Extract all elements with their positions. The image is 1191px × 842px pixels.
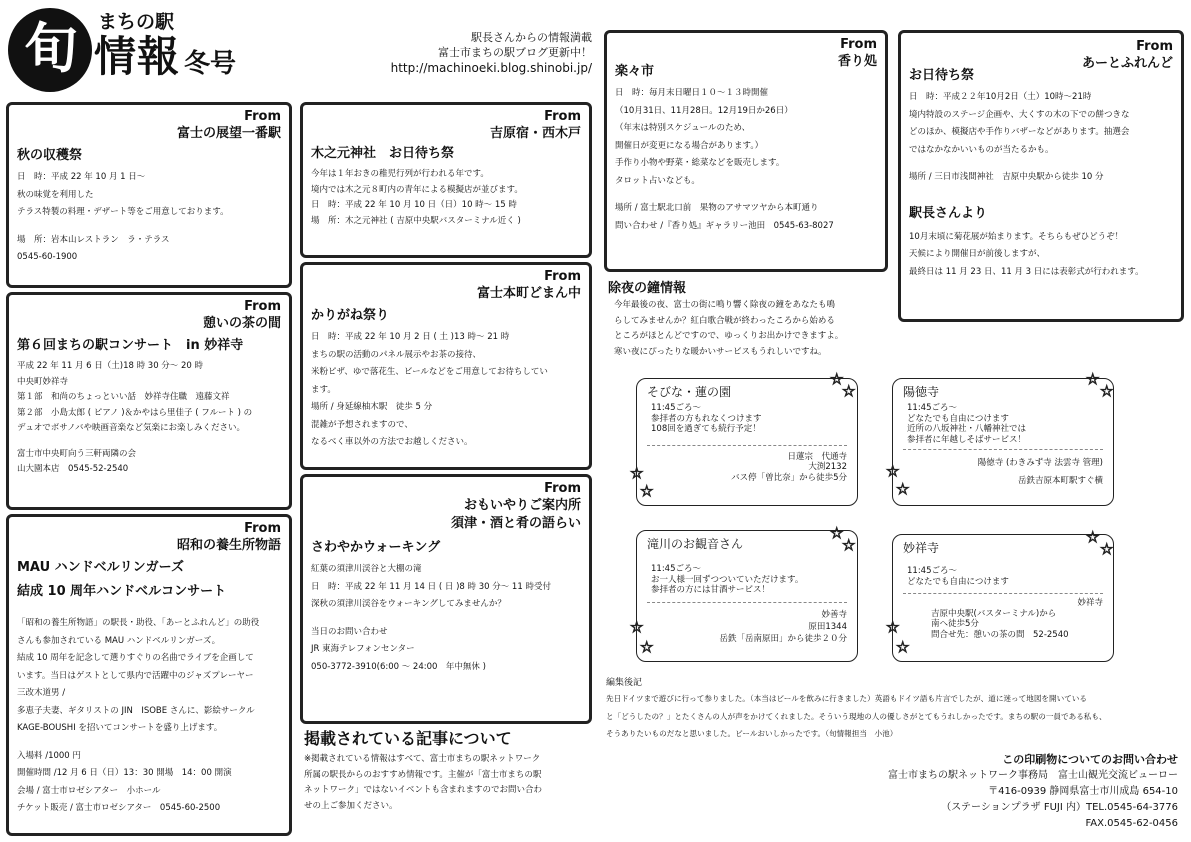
event-detail: 境内では木之元８町内の青年による模擬店が並びます。 — [311, 184, 523, 195]
blog-info — [330, 30, 592, 76]
star-icon: ☆ — [830, 524, 844, 542]
temple-detail: 11:45ごろ～ — [651, 403, 701, 413]
event-venue: 場所 / 三日市浅間神社 吉原中央駅から徒歩 10 分 — [909, 172, 1104, 182]
event-organizer: 富士市中央町向う三軒両隣の会 — [17, 448, 137, 459]
event-tickets: チケット販売 / 富士市ロゼシアター 0545-60-2500 — [17, 803, 221, 813]
event-card-handbell — [6, 514, 292, 836]
event-contact: 問い合わせ /『香り処』ギャラリー池田 0545-63-8027 — [615, 220, 834, 231]
event-venue: 場 所：岩本山レストラン ラ・テラス — [17, 234, 170, 245]
bells-intro: ところがほとんどですので、ゆっくりお出かけできますよ。 — [614, 331, 844, 341]
star-icon: ☆ — [1086, 528, 1100, 546]
event-detail: 場 所：木之元神社 ( 吉原中央駅バスターミナル近く ) — [311, 215, 521, 226]
temple-address: 日蓮宗 代通寺 — [787, 451, 847, 462]
blog-line2: 富士市まちの駅ブログ更新中！ — [438, 46, 592, 59]
event-detail: 第１部 和尚のちょっといい話 妙祥寺住職 遠藤文祥 — [17, 392, 230, 402]
temple-address: 妙善寺 — [821, 609, 847, 620]
event-detail: 10月末頃に菊花展が始まります。そちらもぜひどうぞ！ — [909, 231, 1124, 242]
event-title: かりがね祭り — [311, 308, 390, 323]
event-detail: 手作り小物や野菜・総菜などを販売します。 — [615, 158, 785, 168]
temple-detail: 11:45ごろ～ — [651, 564, 701, 574]
event-detail: 開催日が変更になる場合があります。） — [615, 140, 764, 151]
event-venue: 会場 / 富士市ロゼシアター 小ホール — [17, 785, 161, 796]
event-detail: 紅葉の須津川渓谷と大棚の滝 — [311, 564, 422, 574]
from-label: From — [544, 109, 581, 124]
event-detail: 今年は１年おきの稚児行列が行われる年です。 — [311, 169, 489, 179]
section-title: 駅長さんより — [909, 205, 988, 221]
source-station: 香り処 — [837, 54, 877, 69]
bells-title: 除夜の鐘情報 — [608, 281, 687, 296]
star-icon: ☆ — [1100, 382, 1114, 400]
event-detail: 天候により開催日が前後しますが、 — [909, 249, 1046, 259]
temple-card — [892, 534, 1114, 662]
source-station: 須津・酒と肴の語らい — [450, 516, 581, 531]
event-detail: KAGE-BOUSHI を招いてコンサートを盛り上げます。 — [17, 723, 223, 733]
temple-address: 大渕2132 — [808, 462, 847, 472]
temple-address: 岳鉄吉原本町駅すぐ横 — [1017, 476, 1103, 486]
event-detail: （年末は特別スケジュールのため、 — [615, 123, 751, 133]
star-icon: ☆ — [1086, 370, 1100, 388]
event-detail: 米粉ピザ、ゆで落花生、ビールなどをご用意してお待ちしてい — [311, 367, 548, 377]
divider — [647, 445, 847, 446]
event-venue: 場所 / 富士駅北口前 果物のアサマツヤから本町通り — [615, 203, 819, 213]
temple-name: そびな・蓮の園 — [647, 385, 732, 399]
event-detail: 多恵子夫妻、ギタリストの JIN ISOBE さんに、影絵サークル — [17, 705, 255, 716]
star-icon: ☆ — [1100, 540, 1114, 558]
editor-text: と「どうしたの？」とたくさんの人が声をかけてくれました。そういう現地の人の優しさがとてもうれしかったです。まちの駅の一員である私も、 — [606, 711, 1107, 721]
source-station: 憩いの茶の間 — [202, 316, 281, 331]
event-detail: ではなかなかいいものが当たるかも。 — [909, 144, 1054, 155]
notice-title: 掲載されている記事について — [304, 729, 512, 748]
bells-intro: 寒い夜にぴったりな暖かいサービスもうれしいですね。 — [614, 346, 827, 357]
contact-org: 富士市まちの駅ネットワーク事務局 富士山観光交流ビューロー — [888, 770, 1178, 781]
event-title: 木之元神社 お日待ち祭 — [311, 146, 455, 161]
temple-name: 妙祥寺 — [903, 541, 940, 555]
editor-title: 編集後記 — [606, 678, 643, 688]
bells-intro: らしてみませんか？紅白歌合戦が終わったころから始める — [614, 315, 835, 326]
source-station: あーとふれんど — [1081, 56, 1173, 71]
event-detail: テラス特製の料理・デザート等をご用意しております。 — [17, 207, 229, 217]
star-icon: ☆ — [630, 464, 644, 482]
event-contact: 050-3772-3910(6:00 ～ 24:00 年中無休 ) — [311, 661, 486, 672]
event-detail: なるべく車以外の方法でお越しください。 — [311, 437, 473, 447]
editor-text: そうありたいものだなと思いました。ビールおいしかったです。（旬情報担当 小池） — [606, 729, 898, 738]
event-card-harvest — [6, 102, 292, 288]
star-icon: ☆ — [896, 638, 910, 656]
masthead — [8, 6, 298, 98]
temple-address: 陽徳寺 (わきみず寺 法雲寺 管理) — [977, 458, 1103, 468]
from-label: From — [244, 109, 281, 124]
event-detail: 平成 22 年 11 月 6 日（土)18 時 30 分～ 20 時 — [17, 361, 204, 371]
star-icon: ☆ — [886, 618, 900, 636]
event-title: さわやかウォーキング — [311, 540, 441, 555]
event-card-walking — [300, 474, 592, 724]
temple-address: バス停「曽比奈」から徒歩5分 — [731, 472, 847, 483]
divider — [647, 602, 847, 603]
from-label: From — [244, 521, 281, 536]
blog-line1: 駅長さんからの情報満載 — [471, 31, 592, 44]
temple-name: 陽徳寺 — [903, 385, 940, 399]
star-icon: ☆ — [842, 382, 856, 400]
contact-tel: （ステーションプラザ FUJI 内）TEL.0545-64-3776 — [941, 802, 1178, 813]
event-detail: （10月31日、11月28日。12月19日か26日） — [615, 105, 793, 116]
temple-detail: 108回を過ぎても続行予定！ — [651, 424, 761, 434]
event-detail: デュオでボサノバや映画音楽など気楽にお楽しみください。 — [17, 423, 245, 433]
source-station: 昭和の養生所物語 — [176, 538, 281, 553]
temple-card — [636, 530, 858, 662]
temple-detail: 参拝者の方には甘酒サービス！ — [651, 585, 771, 595]
notice-section — [304, 728, 594, 814]
from-label: From — [244, 299, 281, 314]
event-detail: 日 時：毎月末日曜日１０～１３時開催 — [615, 88, 769, 98]
temple-detail: どなたでも自由につけます — [907, 576, 1009, 587]
temple-detail: 近所の八坂神社・八幡神社では — [907, 424, 1027, 434]
event-card-kinomoto — [300, 102, 592, 258]
event-subtitle: 結成 10 周年ハンドベルコンサート — [17, 584, 227, 599]
temple-detail: 11:45ごろ～ — [907, 566, 957, 576]
event-title: 楽々市 — [615, 64, 655, 79]
event-detail: います。当日はゲストとして県内で活躍中のジャズプレーヤー — [17, 670, 254, 681]
source-station: 吉原宿・西木戸 — [489, 126, 581, 141]
logo-title: 情報 — [94, 32, 181, 81]
from-label: From — [544, 481, 581, 496]
event-title: お日待ち祭 — [909, 68, 975, 83]
from-label: From — [544, 269, 581, 284]
star-icon: ☆ — [896, 480, 910, 498]
event-detail: 三改木道男 / — [17, 688, 66, 698]
star-icon: ☆ — [630, 618, 644, 636]
from-label: From — [840, 37, 877, 52]
event-time: 開催時間 /12 月 6 日（日）13：30 開場 14：00 開演 — [17, 768, 232, 778]
temple-detail: 11:45ごろ～ — [907, 403, 957, 413]
star-icon: ☆ — [842, 536, 856, 554]
event-detail: タロット占いなども。 — [615, 175, 700, 186]
bells-intro: 今年最後の夜、富士の街に鳴り響く除夜の鐘をあなたも鳴 — [614, 300, 836, 310]
temple-detail: 参拝者の方もれなくつけます — [651, 413, 762, 424]
star-icon: ☆ — [640, 482, 654, 500]
temple-address: 岳鉄「岳南原田」から徒歩２０分 — [719, 633, 847, 644]
notice-text: せの上ご参加ください。 — [304, 800, 398, 811]
source-station: 富士本町どまん中 — [476, 286, 581, 301]
blog-url[interactable]: http://machinoeki.blog.shinobi.jp/ — [390, 61, 592, 75]
editor-note — [606, 676, 1186, 743]
temple-address: 妙祥寺 — [1077, 598, 1103, 608]
event-detail: 深秋の須津川渓谷をウォーキングしてみませんか？ — [311, 599, 506, 609]
temple-address: 問合せ先：憩いの茶の間 52-2540 — [931, 629, 1069, 640]
temple-card — [636, 378, 858, 506]
logo-glyph: 旬 — [24, 17, 78, 80]
source-station: おもいやりご案内所 — [463, 498, 581, 513]
event-detail: 秋の味覚を利用した — [17, 189, 94, 200]
event-detail: 日 時：平成 22 年 10 月 10 日（日）10 時～ 15 時 — [311, 200, 517, 210]
event-detail: 境内特設のステージ企画や、大くすの木の下での餅つきな — [909, 109, 1130, 120]
event-detail: 「昭和の養生所物語」の駅長・助役、「あーとふれんど」の助役 — [17, 618, 260, 628]
event-card-concert — [6, 292, 292, 510]
event-detail: 混雑が予想されますので、 — [311, 419, 413, 430]
star-icon: ☆ — [886, 462, 900, 480]
temple-detail: どなたでも自由につけます — [907, 413, 1009, 424]
divider — [903, 449, 1103, 450]
event-fee: 入場料 /1000 円 — [17, 750, 81, 761]
notice-text: ※掲載されている情報はすべて、富士市まちの駅ネットワーク — [304, 754, 541, 764]
event-title: 秋の収穫祭 — [17, 148, 83, 163]
event-detail: 場所 / 身延線柚木駅 徒歩 5 分 — [311, 402, 433, 412]
from-label: From — [1136, 39, 1173, 54]
source-station: 富士の展望一番駅 — [176, 126, 281, 141]
event-detail: 日 時：平成 22 年 10 月 2 日 ( 土 )13 時～ 21 時 — [311, 332, 510, 342]
event-card-karigane — [300, 262, 592, 470]
event-detail: ます。 — [311, 384, 336, 395]
event-card-ohimachi — [898, 30, 1184, 322]
temple-address: 南へ徒歩5分 — [931, 619, 979, 629]
temple-name: 滝川のお観音さん — [647, 537, 744, 551]
temple-address: 吉原中央駅(バスターミナル)から — [931, 608, 1057, 619]
logo-subtitle: まちの駅 — [98, 11, 175, 33]
star-icon: ☆ — [830, 370, 844, 388]
event-detail: 日 時：平成２２年10月2日（土）10時～21時 — [909, 92, 1092, 102]
season-label: 冬号 — [184, 49, 237, 79]
event-contact: JR 東海テレフォンセンター — [311, 644, 415, 654]
event-card-rakuraku — [604, 30, 888, 272]
temple-detail: 参拝者に年越しそばサービス！ — [907, 434, 1027, 445]
contact-title: この印刷物についてのお問い合わせ — [1002, 753, 1178, 766]
notice-text: ネットワーク」ではないイベントも含まれますのでお問い合わ — [304, 785, 543, 795]
temple-detail: お一人様一回ずつついていただけます。 — [651, 574, 804, 585]
star-icon: ☆ — [640, 638, 654, 656]
event-detail: 結成 10 周年を記念して選りすぐりの名曲でライブを企画して — [17, 653, 254, 663]
event-phone: 山大園本店 0545-52-2540 — [17, 464, 129, 474]
event-detail: 日 時：平成 22 年 10 月 1 日～ — [17, 172, 146, 182]
temple-address: 原田1344 — [808, 621, 847, 632]
event-title: 第６回まちの駅コンサート in 妙祥寺 — [17, 338, 244, 353]
event-detail: まちの駅の活動のパネル展示やお茶の接待、 — [311, 349, 482, 360]
event-detail: 最終日は 11 月 23 日、11 月 3 日には表彰式が行われます。 — [909, 266, 1144, 277]
event-phone: 0545-60-1900 — [17, 252, 78, 262]
event-detail: 第２部 小島太郎 ( ピアノ )＆かやはら里佳子 ( フルート ) の — [17, 407, 253, 418]
contact-section — [780, 752, 1178, 832]
contact-fax: FAX.0545-62-0456 — [1085, 818, 1178, 829]
editor-text: 先日ドイツまで遊びに行って参りました。（本当はビールを飲みに行きました）英語もドイツ語も片言でしたが、道に迷って地図を開いている — [606, 694, 1087, 703]
bells-section — [608, 280, 898, 360]
temple-card — [892, 378, 1114, 506]
event-detail: どのほか、模擬店や手作りバザーなどがあります。抽選会 — [909, 127, 1130, 137]
event-detail: 中央町妙祥寺 — [17, 376, 69, 387]
contact-address: 〒416-0939 静岡県富士市川成島 654-10 — [988, 786, 1178, 797]
event-detail: さんも参加されている MAU ハンドベルリンガーズ。 — [17, 635, 221, 646]
event-detail: 日 時：平成 22 年 11 月 14 日 ( 日 )8 時 30 分～ 11 時受付 — [311, 581, 551, 592]
notice-text: 所属の駅長からのおすすめ情報です。主催が「富士市まちの駅 — [304, 769, 542, 780]
event-contact: 当日のお問い合わせ — [311, 626, 388, 637]
divider — [903, 593, 1103, 594]
event-title: MAU ハンドベルリンガーズ — [17, 560, 185, 575]
